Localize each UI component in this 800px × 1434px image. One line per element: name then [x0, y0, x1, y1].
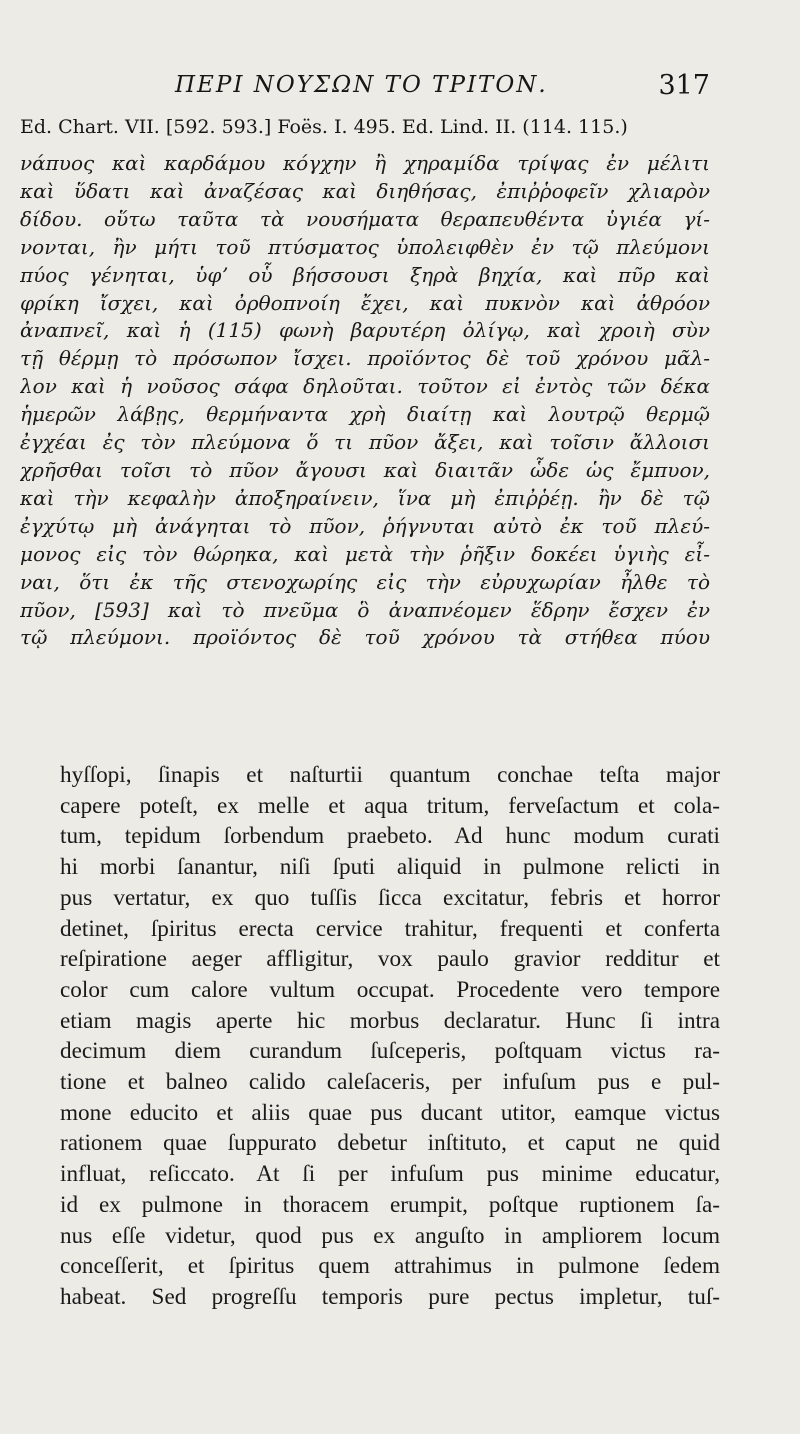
latin-text-line: tione et balneo calido caleſaceris, per infuſum pus e pul- [60, 1069, 720, 1096]
latin-text-line: pus vertatur, ex quo tuſſis ſicca excitatur, febris et horror [60, 884, 720, 911]
page-header [20, 72, 710, 112]
latin-text-line: etiam magis aperte hic morbus declaratur. Hunc ſi intra [60, 1007, 720, 1034]
latin-text-line: mone educito et aliis quae pus ducant utitor, eamque victus [60, 1099, 720, 1126]
greek-text-line: ἐγχύτῳ μὴ ἀνάγηται τὸ πῦον, ῥήγνυται αὐτὸ ἐκ τοῦ πλεύ- [20, 513, 710, 538]
latin-text-line: hi morbi ſanantur, niſi ſputi aliquid in pulmone relicti in [60, 854, 720, 881]
greek-text-line: καὶ τὴν κεφαλὴν ἀποξηραίνειν, ἵνα μὴ ἐπιῤῥέῃ. ἢν δὲ τῷ [20, 485, 710, 510]
latin-text-line: detinet, ſpiritus erecta cervice trahitur, frequenti et conferta [60, 915, 720, 942]
greek-text-line: ἐγχέαι ἐς τὸν πλεύμονα ὅ τι πῦον ἄξει, καὶ τοῖσιν ἄλλοισι [20, 430, 710, 455]
greek-text-line: νονται, ἢν μήτι τοῦ πτύσματος ὑπολειφθὲν ἐν τῷ πλεύμονι [20, 234, 710, 259]
greek-text-block [20, 150, 710, 652]
greek-text-line: δίδου. οὕτω ταῦτα τὰ νουσήματα θεραπευθέντα ὑγιέα γί- [20, 206, 710, 231]
greek-text-line: νάπυος καὶ καρδάμου κόγχην ἢ χηραμίδα τρίψας ἐν μέλιτι [20, 151, 710, 175]
latin-translation-block [60, 760, 720, 1313]
page-number: 317 [658, 70, 710, 101]
greek-text-line: καὶ ὕδατι καὶ ἀναζέσας καὶ διηθήσας, ἐπιῤῥοφεῖν χλιαρὸν [20, 178, 710, 203]
latin-text-line: capere poteſt, ex melle et aqua tritum, ferveſactum et cola- [60, 792, 720, 819]
latin-text-line: tum, tepidum ſorbendum praebeto. Ad hunc modum curati [60, 823, 720, 850]
latin-text-line: rationem quae ſuppurato debetur inſtituto, et caput ne quid [60, 1130, 720, 1157]
latin-text-line: nus eſſe videtur, quod pus ex anguſto in ampliorem locum [60, 1222, 720, 1249]
latin-text-line: habeat. Sed progreſſu temporis pure pectus impletur, tuſ- [60, 1283, 720, 1310]
latin-text-line: influat, reſiccato. At ſi per infuſum pus minime educatur, [60, 1161, 720, 1188]
latin-text-line: decimum diem curandum ſuſceperis, poſtquam victus ra- [60, 1038, 720, 1065]
latin-text-line: color cum calore vultum occupat. Procedente vero tempore [60, 976, 720, 1003]
greek-text-line: πῦον, [593] καὶ τὸ πνεῦμα ὃ ἀναπνέομεν ἕδρην ἔσχεν ἐν [20, 597, 710, 622]
greek-text-line: μονος εἰς τὸν θώρηκα, καὶ μετὰ τὴν ῥῆξιν δοκέει ὑγιὴς εἶ- [20, 541, 710, 566]
latin-text-line: conceſſerit, et ſpiritus quem attrahimus in pulmone ſedem [60, 1253, 720, 1280]
greek-text-line: τῷ πλεύμονι. προϊόντος δὲ τοῦ χρόνου τὰ στήθεα πύου [20, 625, 710, 650]
edition-reference-line: Ed. Chart. VII. [592. 593.] Foës. I. 495. Ed. Lind. II. (114. 115.) [20, 116, 628, 138]
greek-text-line: ἡμερῶν λάβῃς, θερμήναντα χρὴ διαίτῃ καὶ λουτρῷ θερμῷ [20, 402, 710, 427]
latin-text-line: reſpiratione aeger affligitur, vox paulo gravior redditur et [60, 946, 720, 973]
greek-text-line: φρίκη ἴσχει, καὶ ὀρθοπνοίη ἔχει, καὶ πυκνὸν καὶ ἀθρόον [20, 290, 710, 315]
greek-text-line: λον καὶ ἡ νοῦσος σάφα δηλοῦται. τοῦτον εἰ ἐντὸς τῶν δέκα [20, 374, 710, 399]
latin-text-line: id ex pulmone in thoracem erumpit, poſtque ruptionem ſa- [60, 1191, 720, 1218]
running-title: ΠΕΡΙ ΝΟΥΣΩΝ ΤΟ ΤΡΙΤΟΝ. [175, 72, 548, 98]
greek-text-line: τῇ θέρμῃ τὸ πρόσωπον ἴσχει. προϊόντος δὲ τοῦ χρόνου μᾶλ- [20, 346, 710, 371]
greek-text-line: πύος γένηται, ὑφʼ οὗ βήσσουσι ξηρὰ βηχία, καὶ πῦρ καὶ [20, 262, 710, 287]
greek-text-line: ναι, ὅτι ἐκ τῆς στενοχωρίης εἰς τὴν εὐρυχωρίαν ἦλθε τὸ [20, 569, 710, 594]
greek-text-line: ἀναπνεῖ, καὶ ἡ (115) φωνὴ βαρυτέρη ὀλίγῳ, καὶ χροιὴ σὺν [20, 318, 710, 343]
latin-text-line: hyſſopi, ſinapis et naſturtii quantum conchae teſta major [60, 762, 720, 788]
greek-text-line: χρῆσθαι τοῖσι τὸ πῦον ἄγουσι καὶ διαιτᾶν ὧδε ὡς ἔμπυον, [20, 457, 710, 482]
